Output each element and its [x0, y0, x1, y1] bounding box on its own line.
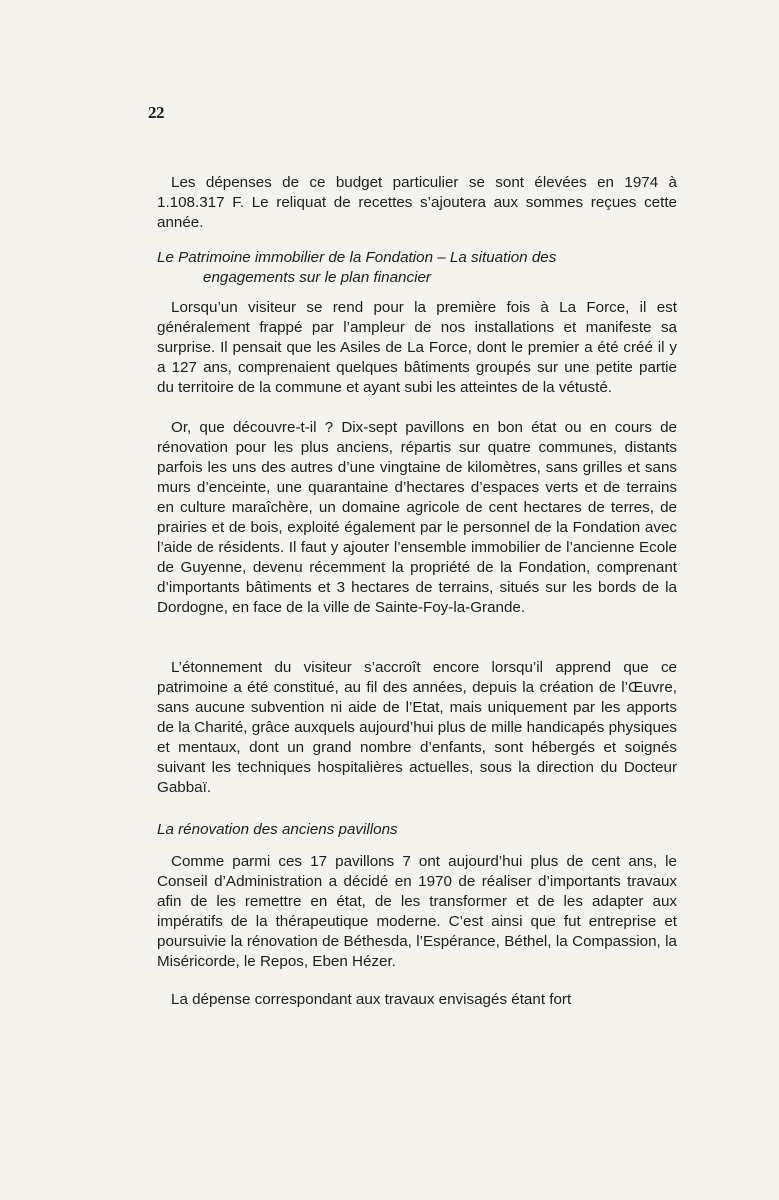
paragraph-text: Lorsqu’un visiteur se rend pour la première fois à La Force, il est généralement frappé par l’ampleur de nos installations et manifeste sa surprise. Il pensait que les Asiles de La Force, dont le premier a été créé il y a 127 ans, comprenaient quelques bâtiments groupés sur une petite partie du territoire de la commune et ayant subi les atteintes de la vétusté.: [157, 299, 677, 396]
paragraph-text: La dépense correspondant aux travaux envisagés étant fort: [171, 991, 572, 1008]
paragraph-visiteur: [157, 298, 677, 398]
paragraph-text: Les dépenses de ce budget particulier se sont élevées en 1974 à 1.108.317 F. Le reliquat de recettes s’ajoutera aux sommes reçues cette année.: [157, 174, 677, 231]
paragraph-pavillons: [157, 852, 677, 972]
paragraph-text: Or, que découvre-t-il ? Dix-sept pavillons en bon état ou en cours de rénovation pour les plus anciens, répartis sur quatre communes, distants parfois les uns des autres d’une vingtaine de kilomètres, sans grilles et sans murs d’enceinte, une quarantaine d’hectares d’espaces verts et de terrains en culture maraîchère, un domaine agricole de cent hectares de terres, de prairies et de bois, exploité également par le personnel de la Fondation avec l’aide de résidents. Il faut y ajouter l’ensemble immobilier de l’ancienne Ecole de Guyenne, devenu récemment la propriété de la Fondation, comprenant d’importants bâtiments et 3 hectares de terrains, situés sur les bords de la Dordogne, en face de la ville de Sainte-Foy-la-Grande.: [157, 419, 677, 616]
paragraph-budget: [157, 173, 677, 233]
page-number: 22: [148, 103, 164, 122]
heading-line-2: engagements sur le plan financier: [203, 269, 431, 286]
section-heading-patrimoine: [157, 248, 677, 288]
heading-text: La rénovation des anciens pavillons: [157, 821, 398, 838]
paragraph-depense: [157, 990, 677, 1010]
section-heading-renovation: [157, 820, 677, 840]
heading-line-1: Le Patrimoine immobilier de la Fondation – La situation des: [157, 249, 557, 266]
paragraph-etonnement: [157, 658, 677, 798]
paragraph-decouverte: [157, 418, 677, 618]
paragraph-text: Comme parmi ces 17 pavillons 7 ont aujourd’hui plus de cent ans, le Conseil d’Administration a décidé en 1970 de réaliser d’importants travaux afin de les remettre en état, de les transformer et de les adapter aux impératifs de la thérapeutique moderne. C’est ainsi que fut entreprise et poursuivie la rénovation de Béthesda, l’Espérance, Béthel, la Compassion, la Miséricorde, le Repos, Eben Hézer.: [157, 853, 677, 970]
paragraph-text: L’étonnement du visiteur s’accroît encore lorsqu’il apprend que ce patrimoine a été constitué, au fil des années, depuis la création de l’Œuvre, sans aucune subvention ni aide de l’Etat, mais uniquement par les apports de la Charité, grâce auxquels aujourd’hui plus de mille handicapés physiques et mentaux, dont un grand nombre d’enfants, sont hébergés et soignés suivant les techniques hospitalières actuelles, sous la direction du Docteur Gabbaï.: [157, 659, 677, 796]
